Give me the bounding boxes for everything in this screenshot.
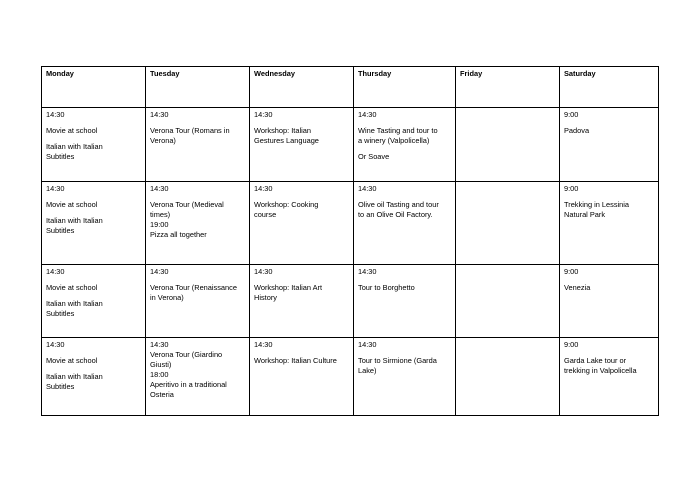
cell-activity: Trekking in Lessinia Natural Park [564, 200, 630, 219]
cell-activity: Verona Tour (Giardino Giusti) 18:00 Aperitivo in a traditional Osteria [150, 350, 227, 399]
cell-wednesday [250, 108, 354, 182]
cell-saturday [560, 338, 659, 416]
cell-time: 14:30 [254, 340, 273, 349]
cell-activity: Workshop: Italian Art History [254, 283, 323, 302]
cell-activity: Workshop: Italian Gestures Language [254, 126, 319, 145]
table-row [42, 265, 659, 338]
header-tuesday: Tuesday [146, 67, 250, 108]
cell-note: Or Soave [358, 152, 390, 161]
cell-saturday [560, 108, 659, 182]
cell-time: 14:30 [358, 267, 377, 276]
cell-time: 14:30 [254, 110, 273, 119]
cell-time: 14:30 [358, 184, 377, 193]
cell-friday [456, 265, 560, 338]
cell-note: Italian with Italian Subtitles [46, 142, 103, 161]
cell-activity: Padova [564, 126, 590, 135]
cell-time: 9:00 [564, 184, 579, 193]
cell-monday [42, 108, 146, 182]
cell-note: Italian with Italian Subtitles [46, 216, 103, 235]
cell-activity: Venezia [564, 283, 591, 292]
cell-wednesday [250, 265, 354, 338]
cell-time: 14:30 [46, 340, 65, 349]
cell-activity: Verona Tour (Medieval times) 19:00 Pizza all together [150, 200, 224, 239]
cell-time: 9:00 [564, 110, 579, 119]
cell-thursday [354, 338, 456, 416]
cell-friday [456, 108, 560, 182]
cell-activity: Movie at school [46, 356, 98, 365]
header-saturday: Saturday [560, 67, 659, 108]
header-wednesday: Wednesday [250, 67, 354, 108]
cell-activity: Movie at school [46, 283, 98, 292]
cell-activity: Workshop: Italian Culture [254, 356, 337, 365]
header-monday: Monday [42, 67, 146, 108]
cell-wednesday [250, 182, 354, 265]
cell-activity: Garda Lake tour or trekking in Valpolicella [564, 356, 637, 375]
cell-tuesday [146, 338, 250, 416]
cell-tuesday [146, 182, 250, 265]
cell-activity: Olive oil Tasting and tour to an Olive Oil Factory. [358, 200, 439, 219]
cell-time: 9:00 [564, 267, 579, 276]
cell-activity: Tour to Borghetto [358, 283, 415, 292]
cell-thursday [354, 182, 456, 265]
cell-friday [456, 338, 560, 416]
cell-tuesday [146, 108, 250, 182]
cell-monday [42, 265, 146, 338]
cell-thursday [354, 108, 456, 182]
weekly-schedule-table [41, 66, 659, 416]
cell-wednesday [250, 338, 354, 416]
cell-time: 14:30 [254, 184, 273, 193]
table-row [42, 338, 659, 416]
header-friday: Friday [456, 67, 560, 108]
table-row [42, 108, 659, 182]
cell-time: 14:30 [358, 340, 377, 349]
cell-note: Italian with Italian Subtitles [46, 299, 103, 318]
cell-time: 14:30 [150, 184, 169, 193]
cell-activity: Verona Tour (Renaissance in Verona) [150, 283, 237, 302]
cell-friday [456, 182, 560, 265]
cell-saturday [560, 265, 659, 338]
cell-time: 14:30 [150, 110, 169, 119]
cell-thursday [354, 265, 456, 338]
cell-activity: Movie at school [46, 126, 98, 135]
cell-monday [42, 182, 146, 265]
cell-monday [42, 338, 146, 416]
cell-time: 14:30 [358, 110, 377, 119]
cell-time: 14:30 [46, 184, 65, 193]
cell-time: 14:30 [46, 110, 65, 119]
cell-time: 14:30 [150, 340, 169, 349]
cell-time: 14:30 [150, 267, 169, 276]
cell-time: 9:00 [564, 340, 579, 349]
header-row [42, 67, 659, 108]
cell-note: Italian with Italian Subtitles [46, 372, 103, 391]
cell-time: 14:30 [254, 267, 273, 276]
cell-activity: Workshop: Cooking course [254, 200, 319, 219]
cell-time: 14:30 [46, 267, 65, 276]
cell-saturday [560, 182, 659, 265]
cell-activity: Wine Tasting and tour to a winery (Valpolicella) [358, 126, 438, 145]
cell-activity: Verona Tour (Romans in Verona) [150, 126, 230, 145]
cell-tuesday [146, 265, 250, 338]
header-thursday: Thursday [354, 67, 456, 108]
cell-activity: Tour to Sirmione (Garda Lake) [358, 356, 437, 375]
table-row [42, 182, 659, 265]
cell-activity: Movie at school [46, 200, 98, 209]
